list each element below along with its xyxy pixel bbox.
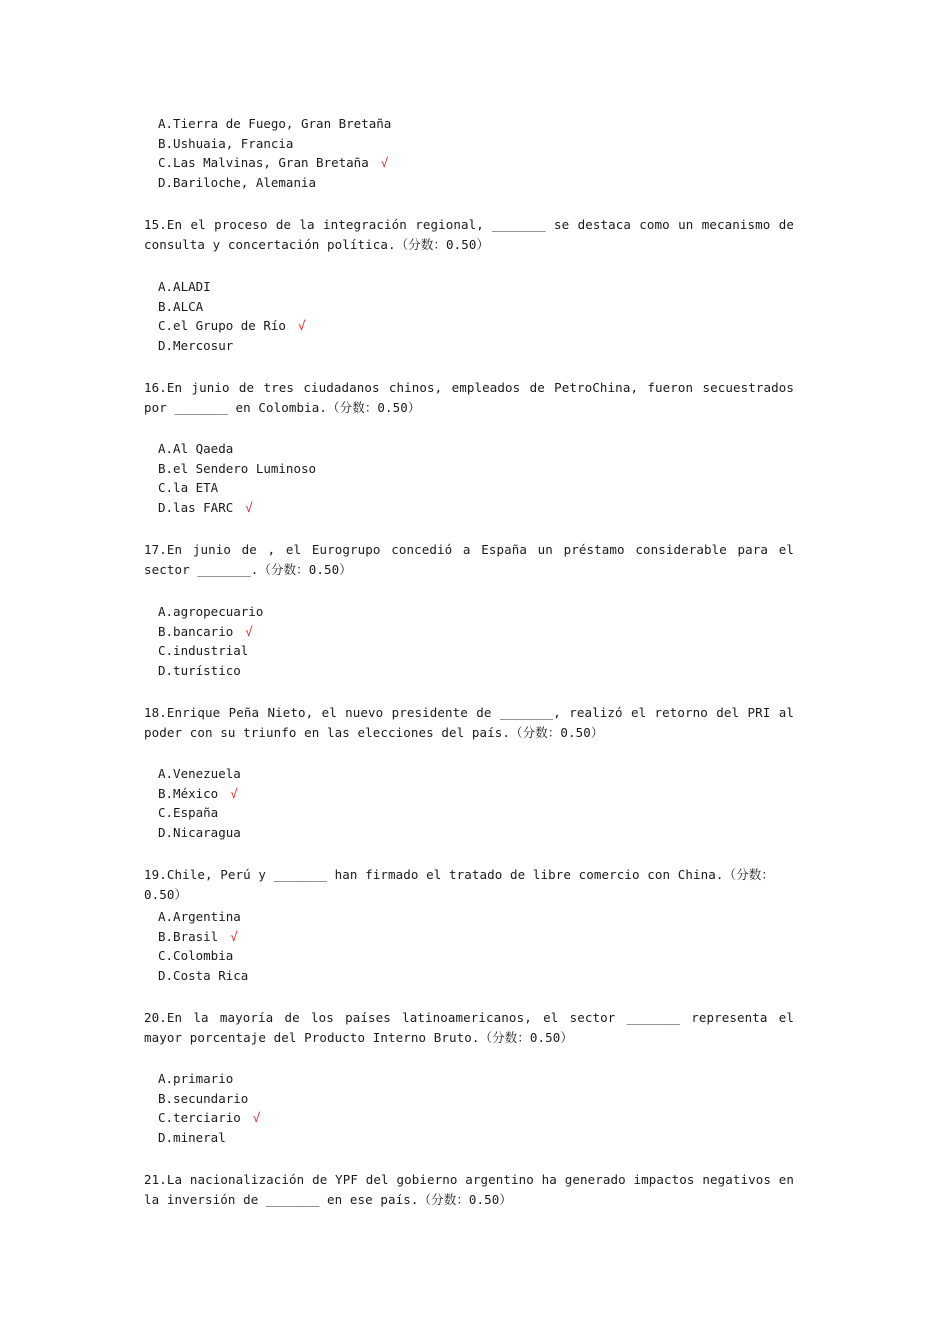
- q16-options: [158, 439, 316, 518]
- correct-check-icon: √: [297, 318, 306, 334]
- q14-option-d: D.Bariloche, Alemania: [158, 175, 317, 191]
- q19-options: [158, 907, 248, 986]
- q15-option-b: B.ALCA: [158, 298, 204, 314]
- q14-options: [158, 114, 391, 193]
- q14-option-c: C.Las Malvinas, Gran Bretaña √: [158, 155, 389, 171]
- correct-check-icon: √: [230, 928, 238, 944]
- q21-question: 21.La nacionalización de YPF del gobierno argentino ha generado impactos negativos en la inversión de _______ en ese país.（分数：0.50）: [144, 1172, 794, 1207]
- q19-option-c: C.Colombia: [158, 948, 234, 964]
- q17-question: 17.En junio de , el Eurogrupo concedió a España un préstamo considerable para el sector _______.（分数：0.50）: [144, 542, 794, 577]
- correct-check-icon: √: [230, 785, 238, 801]
- q18-options: [158, 764, 241, 843]
- correct-check-icon: √: [245, 500, 253, 516]
- correct-check-icon: √: [245, 623, 253, 639]
- q14-option-b: B.Ushuaia, Francia: [158, 135, 294, 151]
- q18-option-a: A.Venezuela: [158, 766, 241, 781]
- q19-option-b: B.Brasil √: [158, 928, 238, 944]
- q18-option-d: D.Nicaragua: [158, 825, 241, 841]
- q19-option-d: D.Costa Rica: [158, 968, 249, 984]
- q15-option-a: A.ALADI: [158, 279, 211, 294]
- q18-option-c: C.España: [158, 805, 219, 821]
- correct-check-icon: √: [252, 1110, 261, 1126]
- q15-option-d: D.Mercosur: [158, 338, 234, 354]
- q17-option-d: D.turístico: [158, 663, 241, 679]
- q18-option-b: B.México √: [158, 785, 238, 801]
- q20-option-b: B.secundario: [158, 1090, 249, 1106]
- q20-options: [158, 1069, 260, 1148]
- q20-option-a: A.primario: [158, 1071, 234, 1086]
- q16-option-a: A.Al Qaeda: [158, 441, 234, 456]
- q20-option-c: C.terciario √: [158, 1110, 261, 1126]
- q17-options: [158, 602, 263, 681]
- q16-question: 16.En junio de tres ciudadanos chinos, empleados de PetroChina, fueron secuestrados por _______ en Colombia.（分数：0.50）: [144, 380, 794, 415]
- q19-question: 19.Chile, Perú y _______ han firmado el tratado de libre comercio con China.（分数：0.50）: [144, 867, 774, 902]
- q16-option-d: D.las FARC √: [158, 500, 253, 516]
- q15-option-c: C.el Grupo de Río √: [158, 318, 306, 334]
- q20-option-d: D.mineral: [158, 1130, 226, 1146]
- q17-option-b: B.bancario √: [158, 623, 253, 639]
- q16-option-b: B.el Sendero Luminoso: [158, 460, 317, 476]
- q14-option-a: A.Tierra de Fuego, Gran Bretaña: [158, 116, 392, 131]
- q18-question: 18.Enrique Peña Nieto, el nuevo presidente de _______, realizó el retorno del PRI al poder con su triunfo en las elecciones del país.（分数：0.50）: [144, 705, 794, 740]
- q15-options: [158, 277, 305, 356]
- q20-question: 20.En la mayoría de los países latinoamericanos, el sector _______ representa el mayor porcentaje del Producto Interno Bruto.（分数：0.50）: [144, 1010, 794, 1045]
- q17-option-c: C.industrial: [158, 643, 249, 659]
- q15-question: 15.En el proceso de la integración regional, _______ se destaca como un mecanismo de consulta y concertación política.（分数：0.50）: [144, 217, 794, 252]
- q17-option-a: A.agropecuario: [158, 604, 264, 619]
- q16-option-c: C.la ETA: [158, 480, 219, 496]
- q19-option-a: A.Argentina: [158, 909, 241, 924]
- correct-check-icon: √: [380, 155, 389, 171]
